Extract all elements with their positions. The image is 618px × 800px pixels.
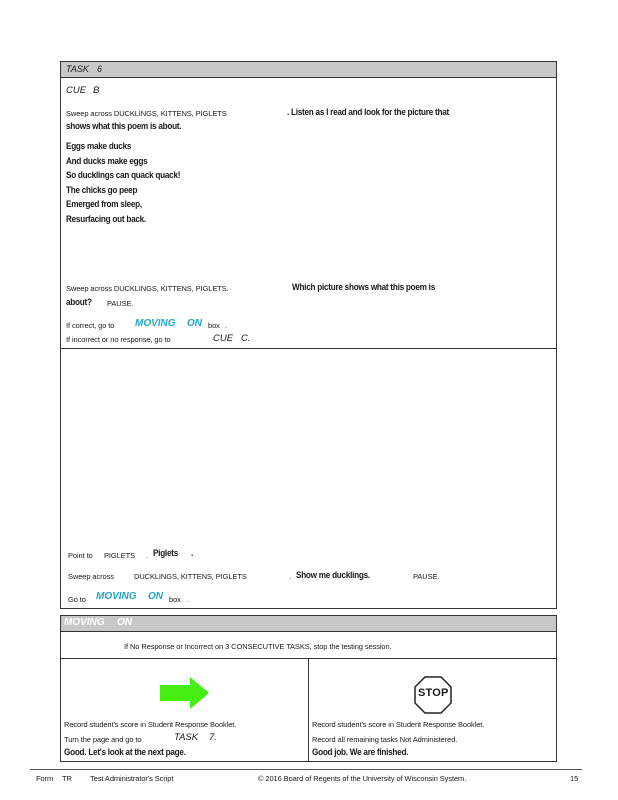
- poem-line: Eggs make ducks: [66, 141, 132, 152]
- pause-note: PAUSE.: [107, 299, 134, 308]
- footer-rule: [30, 769, 582, 770]
- cue-c-link[interactable]: CUE: [213, 333, 234, 344]
- point-target: PIGLETS: [104, 551, 135, 560]
- record-remaining: Record all remaining tasks Not Administered.: [312, 735, 458, 744]
- footer-form: Form: [36, 774, 54, 783]
- next-task-label[interactable]: TASK: [174, 732, 199, 743]
- moving-on-link-2-on[interactable]: ON: [148, 591, 163, 602]
- task-label: TASK: [66, 64, 89, 74]
- goto-instruction: Go to: [68, 595, 86, 604]
- record-score-right: Record student's score in Student Response Booklet.: [312, 720, 485, 729]
- footer-script-title: Test Administrator's Script: [90, 774, 174, 783]
- next-task-number: 7.: [209, 732, 217, 743]
- point-dot: .: [146, 551, 148, 560]
- pause-note-2: PAUSE.: [413, 572, 440, 581]
- question-prompt: Which picture shows what this poem is: [292, 282, 435, 293]
- listen-prompt: . Listen as I read and look for the picture that: [287, 107, 449, 118]
- poem-line: And ducks make eggs: [66, 155, 148, 167]
- box-word: box: [208, 321, 220, 330]
- listen-prompt-cont: shows what this poem is about.: [66, 121, 182, 132]
- point-instruction: Point to: [68, 551, 93, 560]
- box-word-2: box: [169, 595, 181, 604]
- continue-prompt: Good. Let's look at the next page.: [64, 747, 186, 758]
- sweep-instruction-3: Sweep across: [68, 572, 114, 581]
- moving-on-band: [60, 615, 557, 632]
- task-number: 6: [97, 64, 103, 74]
- piglets-dot: .: [191, 548, 194, 559]
- footer-copyright: © 2016 Board of Regents of the University of Wisconsin System.: [258, 774, 467, 783]
- footer-form-code: TR: [62, 774, 72, 783]
- turn-page-instruction: Turn the page and go to: [64, 735, 142, 744]
- correct-instruction: If correct, go to: [66, 321, 115, 330]
- moving-on-link-2[interactable]: MOVING: [96, 591, 137, 602]
- moving-on-link-on[interactable]: ON: [187, 318, 202, 329]
- moving-on-title: MOVING: [64, 617, 105, 628]
- show-prompt: Show me ducklings.: [296, 570, 370, 581]
- cue-divider: [60, 348, 557, 349]
- cue-label: CUE: [66, 85, 87, 96]
- piglets-prompt: Piglets: [153, 548, 178, 559]
- moving-on-title-on: ON: [117, 617, 132, 628]
- sweep-instruction-2: Sweep across DUCKLINGS, KITTENS, PIGLETS.: [66, 284, 229, 293]
- sweep-dot: .: [289, 572, 291, 581]
- cue-c-letter: C.: [241, 333, 251, 344]
- stop-sign-text: STOP: [418, 687, 449, 699]
- question-prompt-cont: about?: [66, 297, 92, 308]
- task-header-band: [60, 61, 557, 78]
- sweep-words: DUCKLINGS, KITTENS, PIGLETS: [134, 572, 247, 581]
- poem-line: The chicks go peep: [66, 184, 138, 196]
- poem-line: Emerged from sleep,: [66, 199, 142, 211]
- box-period-2: .: [186, 595, 188, 604]
- record-score-left: Record student's score in Student Response Booklet.: [64, 720, 237, 729]
- finished-prompt: Good job. We are finished.: [312, 747, 409, 758]
- poem-line: Resurfacing out back.: [66, 213, 146, 225]
- column-divider: [308, 658, 309, 762]
- sweep-instruction: Sweep across DUCKLINGS, KITTENS, PIGLETS: [66, 109, 227, 118]
- moving-on-link[interactable]: MOVING: [135, 318, 176, 329]
- poem-line: So ducklings can quack quack!: [66, 170, 181, 182]
- box-period: .: [225, 321, 227, 330]
- poem: [66, 140, 199, 228]
- arrow-right-icon: [160, 677, 210, 709]
- incorrect-instruction: If incorrect or no response, go to: [66, 335, 171, 344]
- page-number: 15: [570, 774, 579, 783]
- stop-rule: If No Response or Incorrect on 3 CONSECUTIVE TASKS, stop the testing session.: [124, 642, 392, 651]
- cue-letter: B: [93, 85, 100, 96]
